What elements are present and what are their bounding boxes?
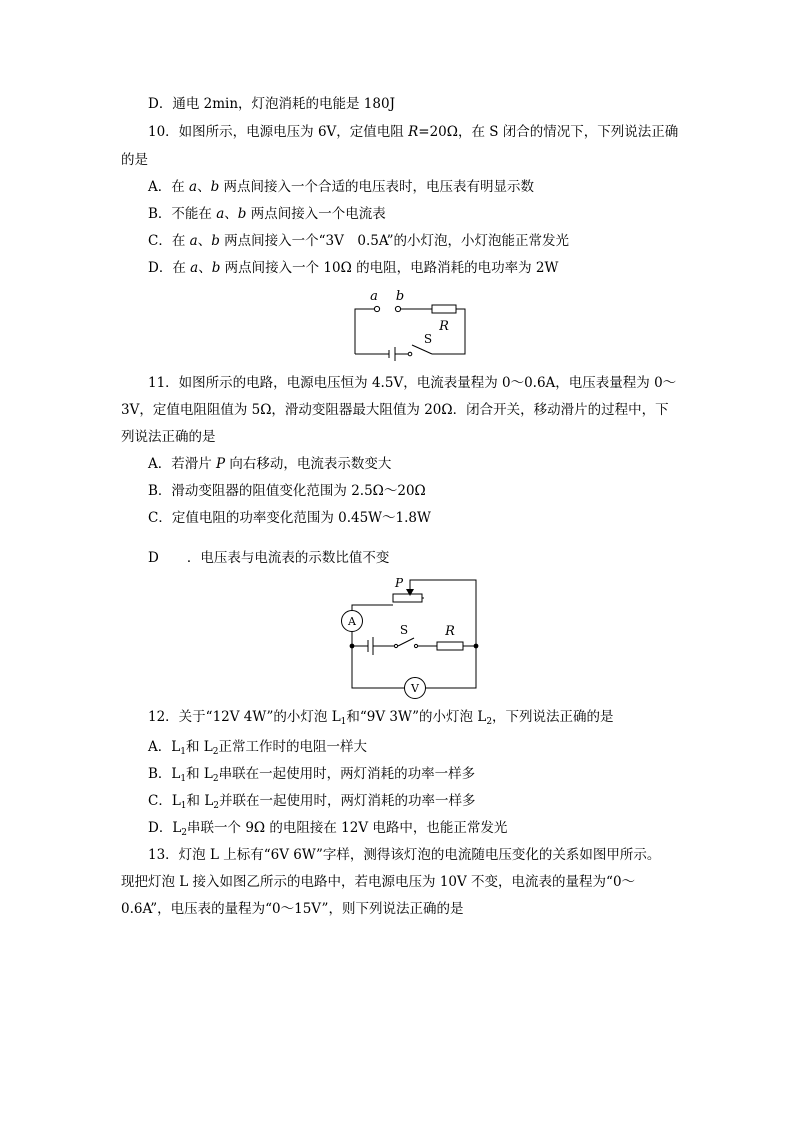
q10-circuit-diagram: [345, 285, 475, 360]
q12-option-c: C．$L_1$和 $L_2$并联在一起使用时，两灯消耗的功率一样多: [148, 793, 476, 811]
q10-resistor-r: [432, 305, 456, 313]
q12-option-b: B．$L_1$和 $L_2$串联在一起使用时，两灯消耗的功率一样多: [148, 766, 476, 784]
q10-option-b: B．不能在 a、b 两点间接入一个电流表: [148, 206, 386, 222]
q10-label-a: a: [370, 289, 378, 304]
q11-label-r: R: [445, 624, 455, 639]
q11-stem-line1: 11．如图所示的电路，电源电压恒为 4.5V，电流表量程为 0～0.6A，电压表量程为 0～: [148, 375, 677, 391]
q11-option-b: B．滑动变阻器的阻值变化范围为 2.5Ω～20Ω: [148, 483, 426, 499]
q12-stem: 12．关于“12V 4W”的小灯泡 $L_1$和“9V 3W”的小灯泡 $L_2$，下列说法正确的是: [148, 709, 614, 727]
q10-switch-s: [412, 345, 432, 354]
q13-stem-line2: 现把灯泡 L 接入如图乙所示的电路中，若电源电压为 10V 不变，电流表的量程为“0～: [121, 874, 636, 890]
q11-option-a: A．若滑片 P 向右移动，电流表示数变大: [148, 456, 392, 472]
q11-circuit-diagram: [340, 575, 485, 700]
q10-label-r: R: [439, 319, 449, 334]
q12-option-a: A．$L_1$和 $L_2$正常工作时的电阻一样大: [148, 739, 367, 757]
q10-terminal-a: [374, 306, 379, 311]
q13-stem-line3: 0.6A”，电压表的量程为“0～15V”，则下列说法正确的是: [121, 901, 464, 917]
q11-stem-line2: 3V，定值电阻阻值为 5Ω，滑动变阻器最大阻值为 20Ω．闭合开关，移动滑片的过程中，下: [121, 402, 669, 418]
q11-option-d: D ．电压表与电流表的示数比值不变: [148, 550, 390, 566]
q10-stem-line2: 的是: [121, 152, 148, 168]
q10-stem: 10．如图所示，电源电压为 6V，定值电阻 R=20Ω，在 S 闭合的情况下，下列说法正确: [148, 124, 679, 140]
q10-label-b: b: [395, 289, 405, 304]
q10-battery: [389, 347, 395, 361]
q11-label-s: S: [399, 623, 409, 637]
q10-terminal-b: [395, 306, 400, 311]
q10-wire-left-top: [355, 309, 374, 354]
q11-rheostat: [393, 594, 422, 602]
q11-stem-line3: 列说法正确的是: [121, 429, 216, 445]
q11-wire-middle-left: [352, 632, 368, 646]
q11-switch-s: [398, 638, 414, 646]
q10-option-d: D．在 a、b 两点间接入一个 10Ω 的电阻，电路消耗的电功率为 2W: [148, 260, 559, 276]
q11-battery: [368, 637, 373, 655]
q10-option-c: C．在 a、b 两点间接入一个“3V 0.5A”的小灯泡，小灯泡能正常发光: [148, 233, 570, 249]
q12-option-d: D．$L_2$串联一个 9Ω 的电阻接在 12V 电路中，也能正常发光: [148, 820, 508, 838]
q9-option-d: D．通电 2min，灯泡消耗的电能是 180J: [148, 96, 395, 112]
q10-label-s: S: [423, 332, 433, 346]
q11-label-p: P: [394, 576, 404, 590]
q11-resistor-r: [437, 642, 463, 650]
q11-option-c: C．定值电阻的功率变化范围为 0.45W～1.8W: [148, 510, 431, 526]
q11-slider-wire: [410, 580, 476, 646]
q10-option-a: A．在 a、b 两点间接入一个合适的电压表时，电压表有明显示数: [148, 179, 535, 195]
q11-slider-arrow: [406, 589, 414, 596]
q11-voltmeter-label: V: [411, 682, 419, 695]
q11-ammeter-label: A: [348, 615, 356, 628]
q13-stem-line1: 13．灯泡 L 上标有“6V 6W”字样，测得该灯泡的电流随电压变化的关系如图甲所示。: [148, 847, 661, 863]
